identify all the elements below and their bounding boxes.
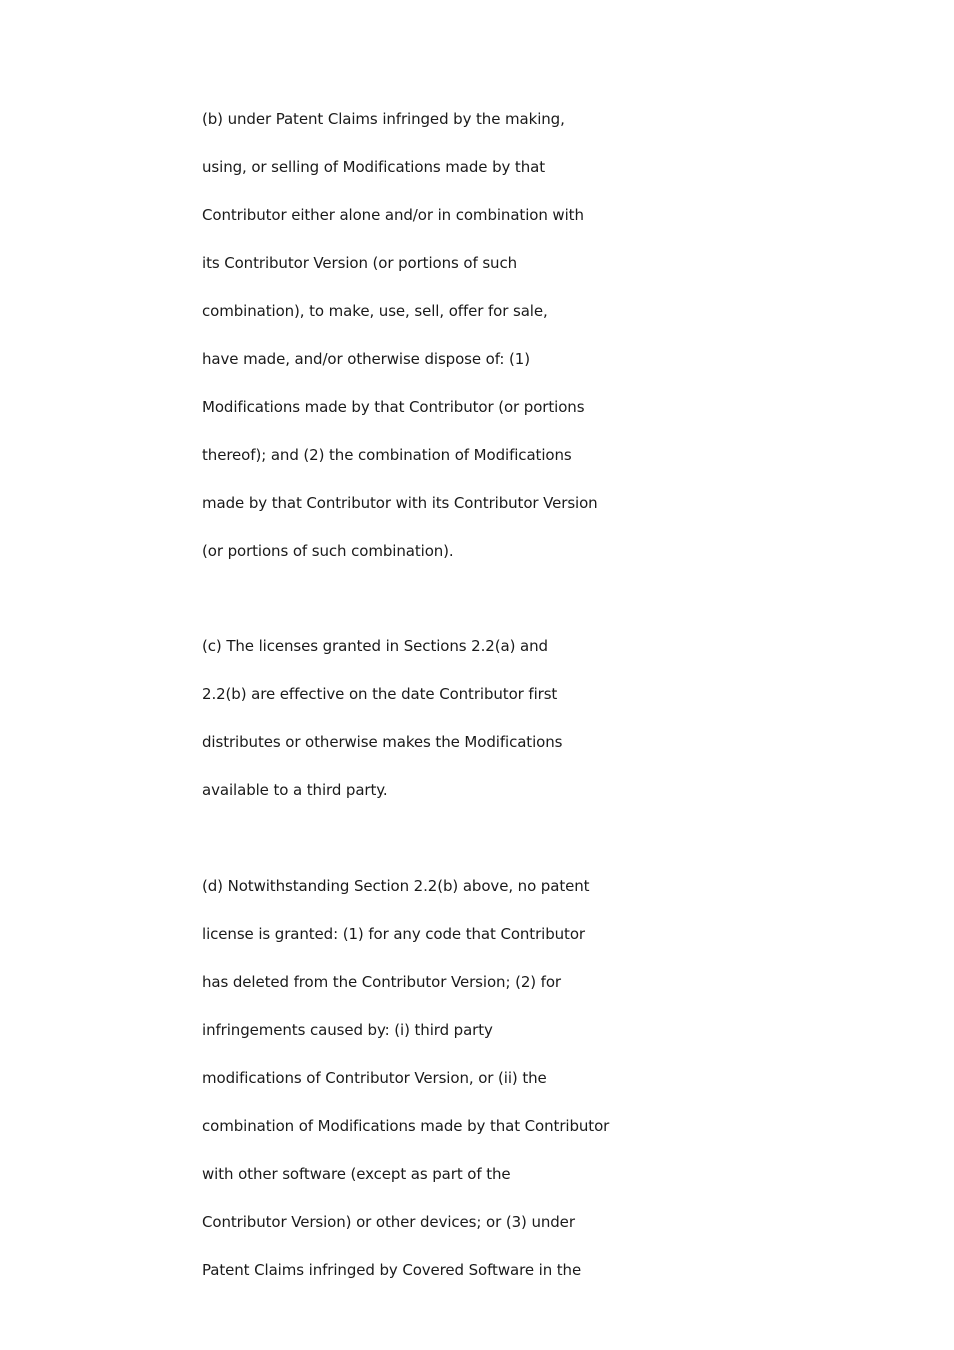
paragraph-section-b [202,95,642,575]
text-line: its Contributor Version (or portions of such [202,254,518,272]
text-line: Contributor Version) or other devices; or (3) under [202,1213,575,1231]
text-line: (c) The licenses granted in Sections 2.2(a) and [202,637,548,655]
text-line: combination of Modifications made by that Contributor [202,1117,610,1135]
text-line: thereof); and (2) the combination of Modifications [202,446,572,464]
text-line: (d) Notwithstanding Section 2.2(b) above, no patent [202,877,590,895]
text-line: Contributor either alone and/or in combination with [202,206,584,224]
text-line: infringements caused by: (i) third party [202,1021,493,1039]
text-line: Patent Claims infringed by Covered Software in the [202,1261,582,1279]
text-line: have made, and/or otherwise dispose of: (1) [202,350,530,368]
text-line: (or portions of such combination). [202,542,454,560]
text-line: using, or selling of Modifications made by that [202,158,545,176]
text-line: with other software (except as part of the [202,1165,511,1183]
text-line: has deleted from the Contributor Version; (2) for [202,973,562,991]
text-line: distributes or otherwise makes the Modifications [202,733,563,751]
text-line: modifications of Contributor Version, or (ii) the [202,1069,547,1087]
paragraph-section-d [202,862,642,1294]
text-line: combination), to make, use, sell, offer for sale, [202,302,548,320]
text-line: available to a third party. [202,781,388,799]
text-line: made by that Contributor with its Contributor Version [202,494,598,512]
text-line: (b) under Patent Claims infringed by the making, [202,110,565,128]
text-line: license is granted: (1) for any code that Contributor [202,925,585,943]
paragraph-section-c [202,622,642,814]
text-line: Modifications made by that Contributor (or portions [202,398,585,416]
text-line: 2.2(b) are effective on the date Contributor first [202,685,558,703]
